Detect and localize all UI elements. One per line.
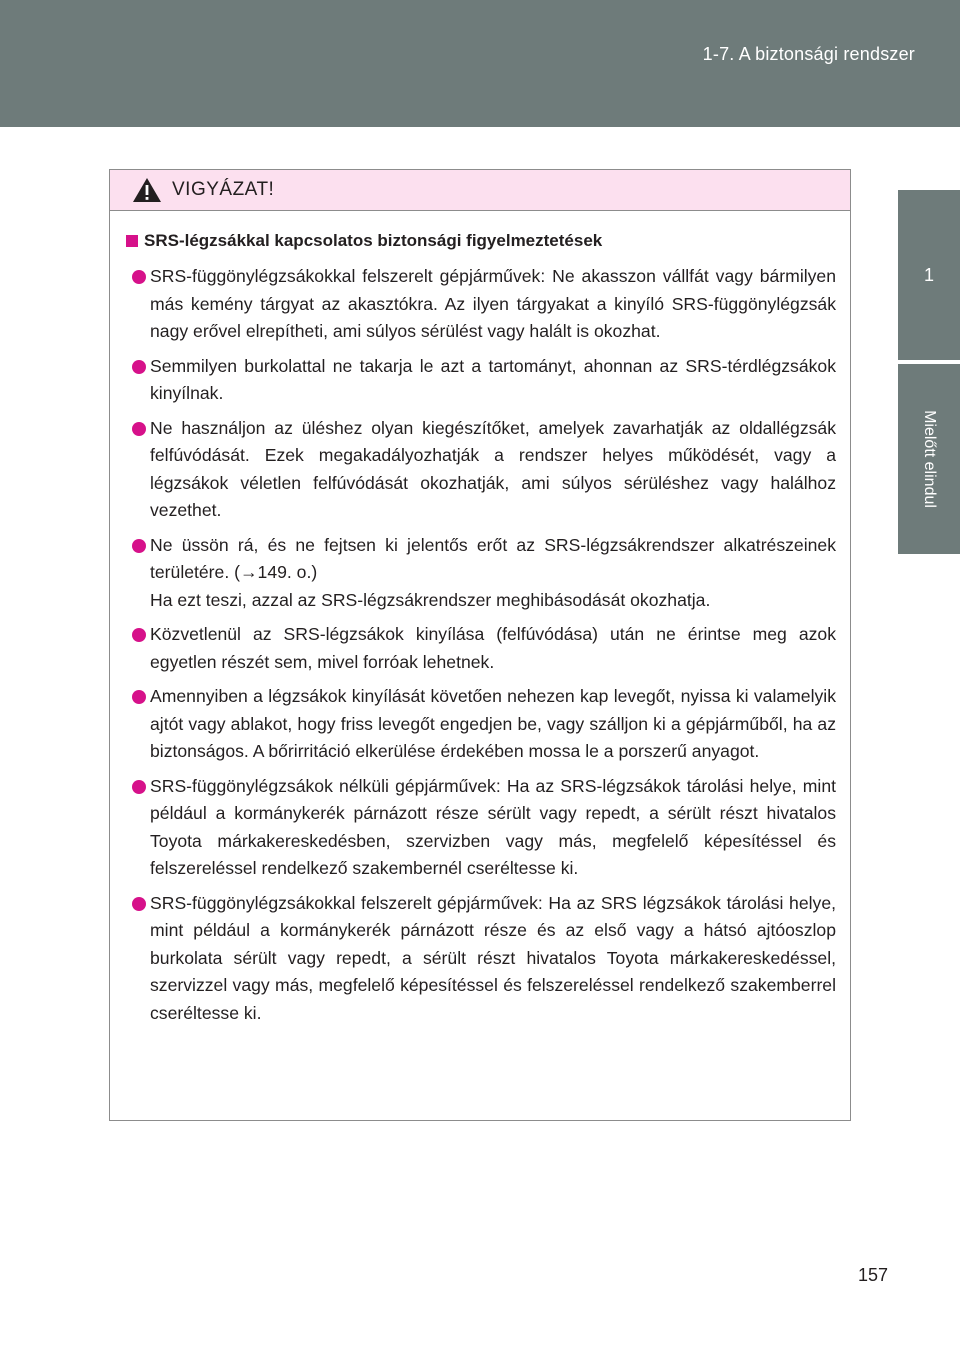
list-item-extra-text: Ha ezt teszi, azzal az SRS-légzsákrendszer meghibásodását okozhatja. <box>150 589 711 610</box>
list-item <box>126 683 836 766</box>
warning-header <box>110 170 850 211</box>
chapter-label: Mielőtt elindul <box>921 410 938 508</box>
list-item-text: SRS-függönylégzsákokkal felszerelt gépjárművek: Ha az SRS légzsákok tárolási helye, mint például a kormánykerék párnázott része és az első vagy a hátsó ajtóoszlop burkolata sérült vagy repedt, a sérült részt hivatalos Toyota márkakereskedéssel, szervizzel vagy más, megfelelő képesítéssel és felszereléssel rendelkező szakemberrel cseréltesse ki. <box>150 892 836 1023</box>
list-item-text: SRS-függönylégzsákok nélküli gépjárművek: Ha az SRS-légzsákok tárolási helye, mint például a kormánykerék párnázott része sérült vagy repedt, a sérült részt hivatalos Toyota márkakereskedésben, szervizben vagy más, megfelelő képesítéssel és felszereléssel rendelkező szakembernél cseréltesse ki. <box>150 775 836 878</box>
bullet-icon <box>132 360 146 374</box>
bullet-icon <box>132 539 146 553</box>
section-title: 1-7. A biztonsági rendszer <box>702 44 915 64</box>
bullet-icon <box>132 628 146 642</box>
list-item <box>126 532 836 615</box>
page-number: 157 <box>857 1265 888 1285</box>
list-item <box>126 353 836 408</box>
list-item <box>126 415 836 525</box>
bullet-icon <box>132 422 146 436</box>
chapter-number-tab: 1 <box>898 190 960 360</box>
warning-triangle-icon <box>132 177 162 203</box>
list-item-text: Ne használjon az üléshez olyan kiegészítőket, amelyek zavarhatják az oldallégzsák felfúvódását. Ezek megakadályozhatják a rendszer helyes működését, vagy a légzsákok véletlen felfúvódását okozhatják, ami súlyos sérüléshez vagy halálhoz vezethet. <box>150 417 836 520</box>
chapter-label-tab <box>898 364 960 554</box>
list-item-text: Semmilyen burkolattal ne takarja le azt a tartományt, ahonnan az SRS-térdlégzsákok kinyílnak. <box>150 355 836 403</box>
bullet-icon <box>132 780 146 794</box>
warning-title: VIGYÁZAT! <box>172 179 275 200</box>
list-item-text: Amennyiben a légzsákok kinyílását követően nehezen kap levegőt, nyissa ki valamelyik ajtót vagy ablakot, hogy friss levegőt engedjen be, vagy szálljon ki a gépjárműből, ha az biztonságos. A bőrirritáció elkerülése érdekében mossa le a porszerű anyagot. <box>150 686 836 761</box>
section-heading <box>126 231 836 251</box>
list-item-text: SRS-függönylégzsákokkal felszerelt gépjárművek: Ne akasszon vállfát vagy bármilyen más kemény tárgyat az akasztókra. Az ilyen tárgyakat a kinyíló SRS-függönylégzsák nagy erővel elrepítheti, ami súlyos sérülést vagy halált is okozhat. <box>150 266 836 341</box>
list-item-text: Közvetlenül az SRS-légzsákok kinyílása (felfúvódása) után ne érintse meg azok egyetlen részét sem, mivel forróak lehetnek. <box>150 624 836 672</box>
list-item <box>126 890 836 1028</box>
square-bullet-icon <box>126 235 138 247</box>
bullet-icon <box>132 690 146 704</box>
warning-body <box>110 211 850 1027</box>
list-item-text: Ne üssön rá, és ne fejtsen ki jelentős erőt az SRS-légzsákrendszer alkatrészeinek területére. (→149. o.) <box>150 534 836 582</box>
list-item <box>126 773 836 883</box>
header-bar <box>0 0 960 127</box>
warning-box <box>109 169 851 1121</box>
list-item <box>126 621 836 676</box>
bullet-icon <box>132 897 146 911</box>
bullet-icon <box>132 270 146 284</box>
section-heading-text: SRS-légzsákkal kapcsolatos biztonsági figyelmeztetések <box>144 231 603 250</box>
list-item <box>126 263 836 346</box>
